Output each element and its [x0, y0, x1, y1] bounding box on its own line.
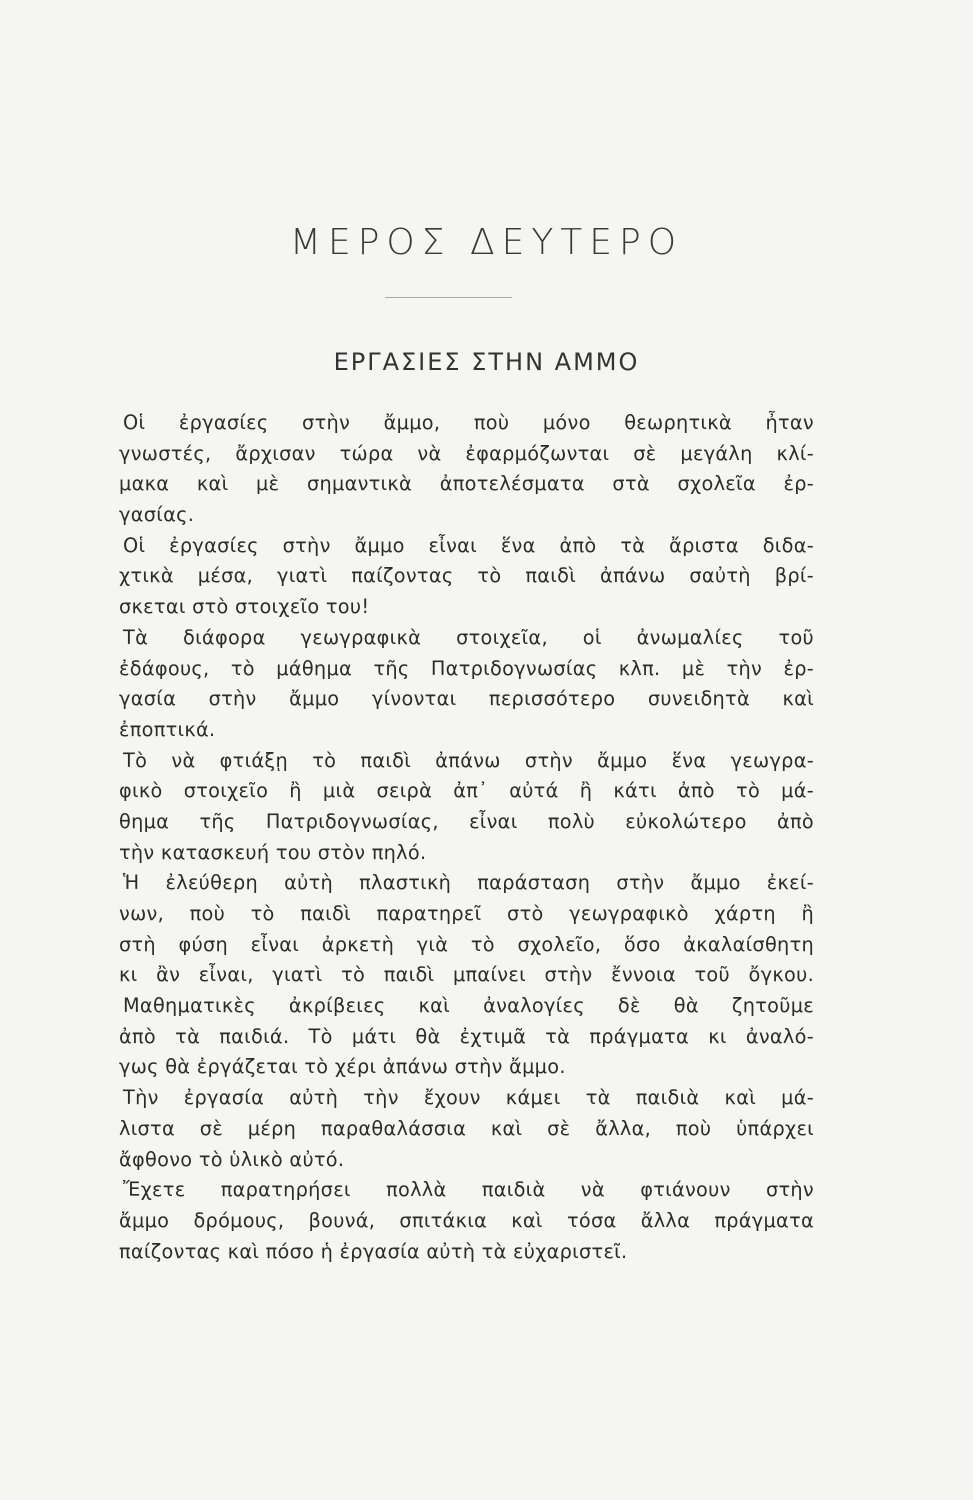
text-line: Τὰ διάφορα γεωγραφικὰ στοιχεῖα, οἱ ἀνωμαλίες τοῦ	[123, 625, 814, 649]
text-line: Τὸ νὰ φτιάξῃ τὸ παιδὶ ἀπάνω στὴν ἄμμο ἕνα γεωγρα-	[123, 748, 814, 772]
text-line: γασία στὴν ἄμμο γίνονται περισσότερο συνειδητὰ καὶ	[119, 687, 814, 711]
text-line: Μαθηματικὲς ἀκρίβειες καὶ ἀναλογίες δὲ θὰ ζητοῦμε	[123, 994, 814, 1018]
text-line: χτικὰ μέσα, γιατὶ παίζοντας τὸ παιδὶ ἀπάνω σαὐτὴ βρί-	[119, 564, 814, 588]
text-line: ἄμμο δρόμους, βουνά, σπιτάκια καὶ τόσα ἄλλα πράγματα	[119, 1208, 814, 1232]
text-line: μακα καὶ μὲ σημαντικὰ ἀποτελέσματα στὰ σχολεῖα ἐρ-	[119, 472, 814, 496]
text-line: γως θὰ ἐργάζεται τὸ χέρι ἀπάνω στὴν ἄμμο.	[119, 1055, 566, 1079]
text-line: Οἱ ἐργασίες στὴν ἄμμο εἶναι ἕνα ἀπὸ τὰ ἄριστα διδα-	[123, 533, 814, 557]
text-line: Τὴν ἐργασία αὐτὴ τὴν ἔχουν κάμει τὰ παιδιὰ καὶ μά-	[123, 1086, 814, 1110]
text-line: λιστα σὲ μέρη παραθαλάσσια καὶ σὲ ἄλλα, ποὺ ὑπάρχει	[119, 1116, 814, 1140]
title-divider	[385, 297, 512, 298]
text-line: ἀπὸ τὰ παιδιά. Τὸ μάτι θὰ ἐχτιμᾶ τὰ πράγματα κι ἀναλό-	[119, 1024, 814, 1048]
text-line: στὴ φύση εἶναι ἀρκετὴ γιὰ τὸ σχολεῖο, ὅσο ἀκαλαίσθητη	[119, 932, 814, 956]
body-text	[119, 408, 814, 1267]
text-line: θημα τῆς Πατριδογνωσίας, εἶναι πολὺ εὐκολώτερο ἀπὸ	[119, 809, 814, 833]
part-title: ΜΕΡΟΣ ΔΕΥΤΕΡΟ	[289, 222, 684, 263]
text-line: φικὸ στοιχεῖο ἢ μιὰ σειρὰ ἀπ᾽ αὐτά ἢ κάτι ἀπὸ τὸ μά-	[119, 779, 814, 803]
text-line: Οἱ ἐργασίες στὴν ἄμμο, ποὺ μόνο θεωρητικὰ ἦταν	[123, 411, 814, 434]
text-line: κι ἂν εἶναι, γιατὶ τὸ παιδὶ μπαίνει στὴν ἔννοια τοῦ ὄγκου.	[119, 963, 814, 987]
text-line: παίζοντας καὶ πόσο ἡ ἐργασία αὐτὴ τὰ εὐχαριστεῖ.	[119, 1239, 628, 1263]
text-line: γασίας.	[119, 503, 195, 527]
text-line: σκεται στὸ στοιχεῖο του!	[119, 595, 370, 619]
chapter-title: ΕΡΓΑΣΙΕΣ ΣΤΗΝ ΑΜΜΟ	[333, 348, 640, 376]
text-line: γνωστές, ἄρχισαν τώρα νὰ ἐφαρμόζωνται σὲ μεγάλη κλί-	[119, 441, 814, 465]
text-line: ἐδάφους, τὸ μάθημα τῆς Πατριδογνωσίας κλπ. μὲ τὴν ἐρ-	[119, 656, 814, 680]
text-line: Ἔχετε παρατηρήσει πολλὰ παιδιὰ νὰ φτιάνουν στὴν	[123, 1178, 814, 1202]
text-line: ἄφθονο τὸ ὑλικὸ αὐτό.	[119, 1147, 345, 1171]
text-line: Ἡ ἐλεύθερη αὐτὴ πλαστικὴ παράσταση στὴν ἄμμο ἐκεί-	[123, 871, 814, 895]
text-line: νων, ποὺ τὸ παιδὶ παρατηρεῖ στὸ γεωγραφικὸ χάρτη ἢ	[119, 902, 814, 925]
text-line: τὴν κατασκευή του στὸν πηλό.	[119, 840, 427, 864]
text-line: ἐποπτικά.	[119, 717, 216, 741]
